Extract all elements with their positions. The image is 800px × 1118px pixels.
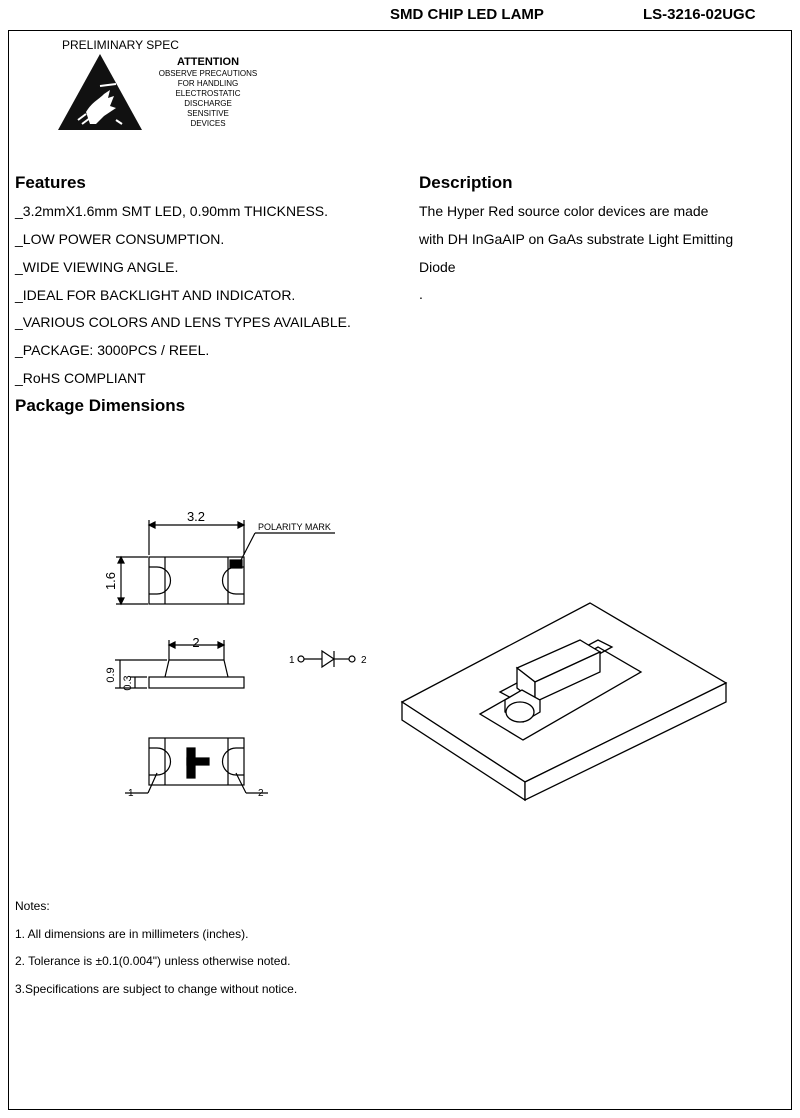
dim-base-label: 0.3	[122, 675, 134, 691]
feature-item: _VARIOUS COLORS AND LENS TYPES AVAILABLE.	[15, 314, 351, 330]
dim-width-label: 1.6	[103, 571, 118, 591]
product-title: SMD CHIP LED LAMP	[390, 6, 544, 23]
bottom-view-drawing	[125, 738, 268, 793]
esd-line: SENSITIVE	[187, 109, 229, 118]
description-line: .	[419, 286, 423, 302]
description-line: with DH InGaAIP on GaAs substrate Light Emitting	[419, 231, 734, 247]
note-item: 2. Tolerance is ±0.1(0.004") unless otherwise noted.	[15, 954, 291, 968]
dim-body-label: 2	[192, 635, 200, 650]
note-item: 1. All dimensions are in millimeters (inches).	[15, 927, 249, 941]
feature-item: _LOW POWER CONSUMPTION.	[15, 231, 225, 247]
features-heading: Features	[15, 173, 86, 192]
pin2-label: 2	[258, 788, 264, 799]
diode-symbol	[298, 651, 355, 667]
dim-height-label: 0.9	[105, 667, 117, 683]
pin1-label: 1	[128, 788, 134, 799]
symbol-pin1-label: 1	[289, 655, 295, 666]
feature-item: _IDEAL FOR BACKLIGHT AND INDICATOR.	[15, 287, 296, 303]
isometric-view-drawing	[402, 603, 726, 800]
feature-item: _3.2mmX1.6mm SMT LED, 0.90mm THICKNESS.	[15, 203, 329, 219]
esd-line: ELECTROSTATIC	[175, 89, 241, 98]
preliminary-spec-label: PRELIMINARY SPEC	[62, 38, 179, 52]
feature-item: _WIDE VIEWING ANGLE.	[15, 259, 179, 275]
feature-item: _RoHS COMPLIANT	[15, 370, 146, 386]
top-view-drawing	[116, 520, 335, 604]
esd-line: OBSERVE PRECAUTIONS	[158, 69, 258, 78]
polarity-mark-label: POLARITY MARK	[258, 522, 331, 532]
attention-heading: ATTENTION	[176, 56, 240, 68]
description-heading: Description	[419, 173, 513, 192]
description-line: The Hyper Red source color devices are made	[419, 203, 709, 219]
side-view-drawing	[115, 640, 244, 691]
feature-item: _PACKAGE: 3000PCS / REEL.	[15, 342, 210, 358]
description-line: Diode	[419, 259, 456, 275]
package-dimensions-heading: Package Dimensions	[15, 396, 186, 415]
note-item: 3.Specifications are subject to change without notice.	[15, 982, 298, 996]
notes-heading: Notes:	[15, 899, 50, 913]
esd-line: DISCHARGE	[184, 99, 232, 108]
esd-line: DEVICES	[190, 119, 226, 128]
dim-length-label: 3.2	[186, 509, 206, 524]
part-number: LS-3216-02UGC	[643, 6, 756, 23]
esd-line: FOR HANDLING	[177, 79, 239, 88]
symbol-pin2-label: 2	[361, 655, 367, 666]
